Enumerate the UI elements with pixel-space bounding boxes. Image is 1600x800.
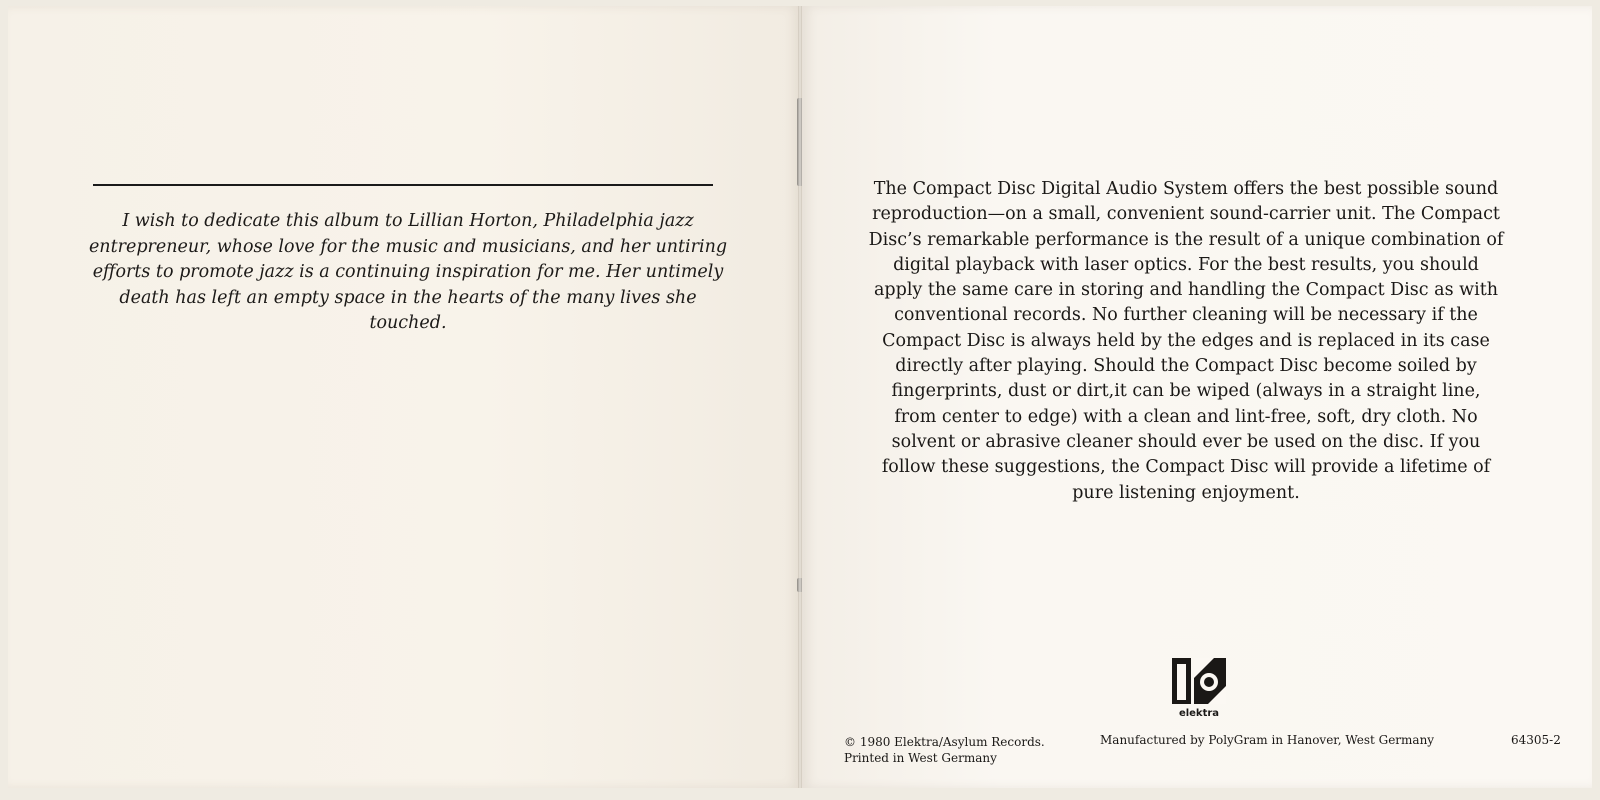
logo-label: elektra (1178, 708, 1220, 718)
divider-rule (93, 184, 713, 186)
manufactured-text: Manufactured by PolyGram in Hanover, West Germany (1100, 733, 1435, 747)
compact-disc-notice: The Compact Disc Digital Audio System offers the best possible sound reproduction—on a small, convenient sound-carrier unit. The Compact Disc’s remarkable performance is the result of a unique combination of digital playback with laser optics. For the best results, you should apply the same care in storing and handling the Compact Disc as with conventional records. No further cleaning will be necessary if the Compact Disc is always held by the edges and is replaced in its case directly after playing. Should the Compact Disc become soiled by fingerprints, dust or dirt,it can be wiped (always in a straight line, from center to edge) with a clean and lint-free, soft, dry cloth. No solvent or abrasive cleaner should ever be used on the disc. If you follow these suggestions, the Compact Disc will provide a lifetime of pure listening enjoyment. (868, 179, 1504, 503)
left-page (8, 6, 800, 788)
printed-in-text: Printed in West Germany (844, 751, 997, 765)
dedication-text: I wish to dedicate this album to Lillian Horton, Philadelphia jazz entrepreneur, whose love for the music and musicians, and her untiring efforts to promote jazz is a continuing inspiration for me. Her untimely death has left an empty space in the hearts of the many lives she touched. (88, 211, 728, 333)
copyright-text: © 1980 Elektra/Asylum Records. (844, 735, 1045, 749)
elektra-logo (1170, 656, 1228, 718)
catalog-number: 64305-2 (1511, 733, 1561, 747)
